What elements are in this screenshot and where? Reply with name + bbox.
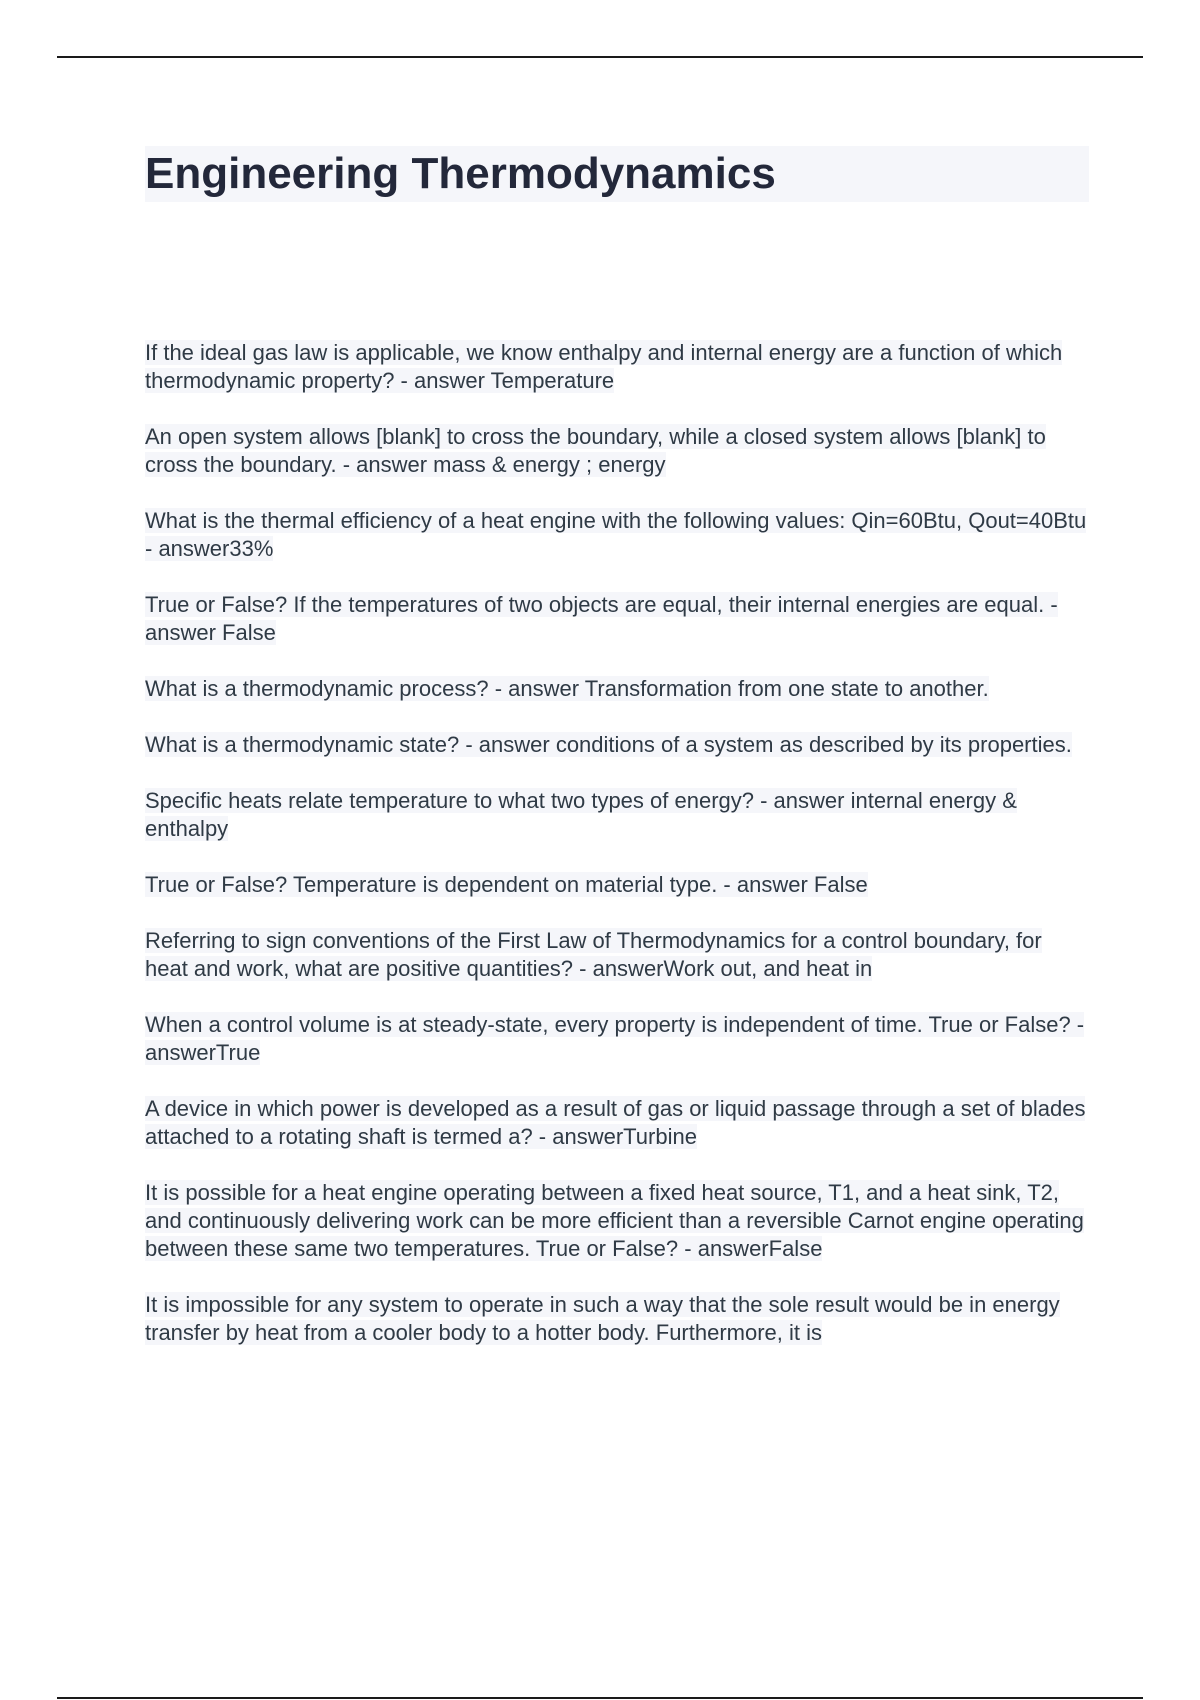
qa-text: What is a thermodynamic state? - answer conditions of a system as described by its properties. [145, 732, 1072, 757]
qa-item [145, 423, 1089, 479]
qa-text: A device in which power is developed as a result of gas or liquid passage through a set of blades attached to a rotating shaft is termed a? - answerTurbine [145, 1096, 1086, 1149]
qa-item [145, 1179, 1089, 1263]
qa-item [145, 1095, 1089, 1151]
qa-item [145, 927, 1089, 983]
qa-text: When a control volume is at steady-state, every property is independent of time. True or False? - answerTrue [145, 1012, 1085, 1065]
qa-text: It is impossible for any system to operate in such a way that the sole result would be in energy transfer by heat from a cooler body to a hotter body. Furthermore, it is [145, 1292, 1060, 1345]
qa-text: True or False? Temperature is dependent on material type. - answer False [145, 872, 868, 897]
top-rule [57, 56, 1143, 58]
bottom-rule [57, 1697, 1143, 1699]
qa-item [145, 675, 1089, 703]
qa-text: True or False? If the temperatures of two objects are equal, their internal energies are equal. - answer False [145, 592, 1058, 645]
qa-item [145, 1291, 1089, 1347]
qa-text: Specific heats relate temperature to what two types of energy? - answer internal energy & enthalpy [145, 788, 1017, 841]
page-title: Engineering Thermodynamics [145, 149, 776, 198]
qa-item [145, 731, 1089, 759]
qa-list [145, 339, 1089, 1375]
title-block [145, 146, 1089, 202]
qa-text: What is a thermodynamic process? - answer Transformation from one state to another. [145, 676, 989, 701]
qa-item [145, 1011, 1089, 1067]
qa-text: Referring to sign conventions of the First Law of Thermodynamics for a control boundary, for heat and work, what are positive quantities? - answerWork out, and heat in [145, 928, 1042, 981]
qa-text: What is the thermal efficiency of a heat engine with the following values: Qin=60Btu, Qout=40Btu - answer33% [145, 508, 1087, 561]
qa-text: It is possible for a heat engine operating between a fixed heat source, T1, and a heat sink, T2, and continuously delivering work can be more efficient than a reversible Carnot engine operating between these same two temperatures. True or False? - answerFalse [145, 1180, 1084, 1261]
qa-item [145, 507, 1089, 563]
qa-item [145, 787, 1089, 843]
qa-text: If the ideal gas law is applicable, we know enthalpy and internal energy are a function of which thermodynamic property? - answer Temperature [145, 340, 1063, 393]
qa-item [145, 591, 1089, 647]
qa-item [145, 339, 1089, 395]
qa-item [145, 871, 1089, 899]
qa-text: An open system allows [blank] to cross the boundary, while a closed system allows [blank] to cross the boundary. - answer mass & energy ; energy [145, 424, 1046, 477]
